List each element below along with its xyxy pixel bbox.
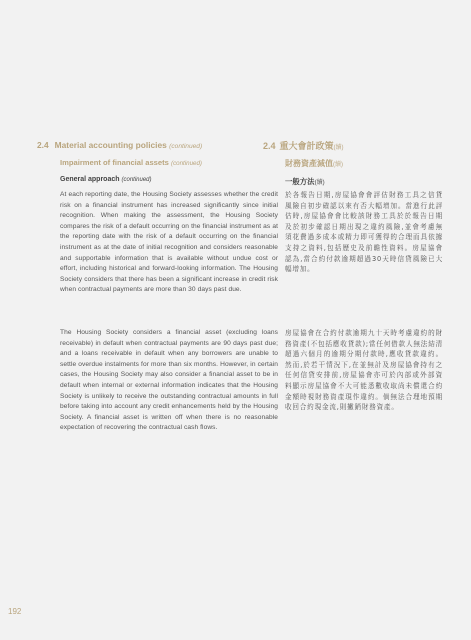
english-subheading-text: General approach: [60, 176, 120, 183]
english-section-title: [37, 140, 278, 150]
chinese-section-number: 2.4: [263, 141, 276, 151]
english-subheading-cont: (continued): [121, 177, 152, 183]
chinese-subsection-cont: (續): [333, 162, 343, 168]
chinese-paragraph-1: 於各報告日期,房屋協會會評估財務工具之信貸風險自初步確認以來有否大幅增加。當進行此評估時,房屋協會會比較該財務工具於於報告日期及於初步確認日期出現之違約風險,並會考慮無須花費過多成本或精力即可獲得的合理而具依據支持之資料,包括歷史及前瞻性資料。房屋協會認為,當合約付款逾期超過30天時信貸風險已大幅增加。: [285, 191, 443, 274]
english-subsection-title: Impairment of financial assets: [60, 158, 169, 167]
english-section-title-text: Material accounting policies: [54, 140, 167, 150]
english-section-number: 2.4: [37, 140, 49, 150]
chinese-section-title: 重大會計政策: [279, 141, 334, 151]
chinese-subsection-heading: [285, 158, 443, 169]
english-subsection-heading: [60, 158, 278, 167]
chinese-paragraph-2: 房屋協會在合約付款逾期九十天時考慮違約的財務資產(不包括應收貸款);當任何借款人無法結清超過六個月的逾期分期付款時,應收貸款違約。然而,於若干情況下,在並無計及房屋協會持有之任何信貸安排前,房屋協會亦可於內部或外部資料顯示房屋協會不大可能悉數收取尚未償還合約金額時視財務資產現作違約。倘無法合理地預期收回合約現金流,則撇銷財務資產。: [285, 329, 443, 412]
english-subsection-cont: (continued): [171, 160, 202, 167]
page-number: 192: [8, 607, 22, 616]
english-paragraph-1: At each reporting date, the Housing Society assesses whether the credit risk on a financial instrument has increased significantly since initial recognition. When making the assessment, the Housing Society compares the risk of a default occurring on the financial instrument as at the reporting date with the risk of a default occurring on the financial instrument as at the date of initial recognition and considers reasonable and supportable information that is available without undue cost or effort, including historical and forward-looking information. The Housing Society considers that there has been a significant increase in credit risk when contractual payments are more than 30 days past due.: [60, 191, 278, 294]
chinese-subheading-text: 一般方法: [285, 177, 315, 186]
chinese-subheading-cont: (續): [314, 180, 325, 186]
chinese-subheading: [285, 176, 443, 187]
chinese-section-heading: [263, 139, 443, 152]
chinese-section-cont: (續): [333, 145, 344, 151]
english-section-cont: (continued): [169, 143, 203, 150]
english-subheading: [60, 176, 278, 183]
english-paragraph-2: The Housing Society considers a financial asset (excluding loans receivable) in default when contractual payments are 90 days past due; and a loans receivable in default when any borrowers are unable to settle overdue instalments for more than six months. However, in certain cases, the Housing Society may also consider a financial asset to be in default when internal or external information indicates that the Housing Society is unlikely to receive the outstanding contractual amounts in full before taking into account any credit enhancements held by the Housing Society. A financial asset is written off when there is no reasonable expectation of recovering the contractual cash flows.: [60, 329, 278, 432]
chinese-subsection-title: 財務資產減值: [285, 159, 333, 168]
english-section-heading: [37, 140, 278, 150]
